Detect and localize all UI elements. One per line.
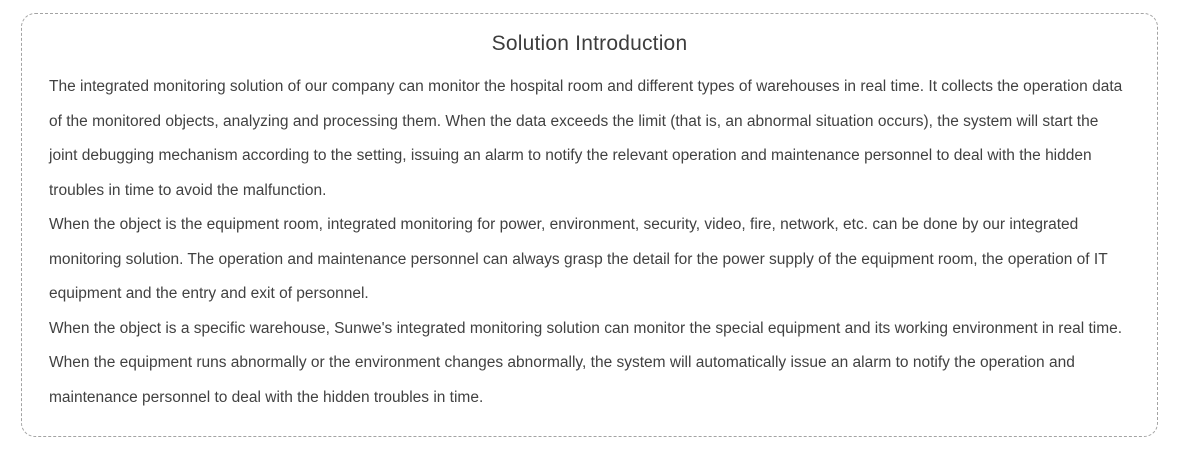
intro-paragraph-overview: The integrated monitoring solution of our company can monitor the hospital room and different types of warehouses in real time. It collects the operation data of the monitored objects, analyzing and processing them. When the data exceeds the limit (that is, an abnormal situation occurs), the system will start the joint debugging mechanism according to the setting, issuing an alarm to notify the relevant operation and maintenance personnel to deal with the hidden troubles in time to avoid the malfunction. <box>49 78 1123 199</box>
intro-paragraph-equipment-room: When the object is the equipment room, integrated monitoring for power, environment, security, video, fire, network, etc. can be done by our integrated monitoring solution. The operation and maintenance personnel can always grasp the detail for the power supply of the equipment room, the operation of IT equipment and the entry and exit of personnel. <box>49 216 1108 302</box>
page-title: Solution Introduction <box>491 32 688 55</box>
intro-paragraph-specific-warehouse: When the object is a specific warehouse, Sunwe's integrated monitoring solution can monitor the special equipment and its working environment in real time. When the equipment runs abnormally or the environment changes abnormally, the system will automatically issue an alarm to notify the operation and maintenance personnel to deal with the hidden troubles in time. <box>49 319 1123 406</box>
solution-introduction-panel <box>21 13 1158 437</box>
